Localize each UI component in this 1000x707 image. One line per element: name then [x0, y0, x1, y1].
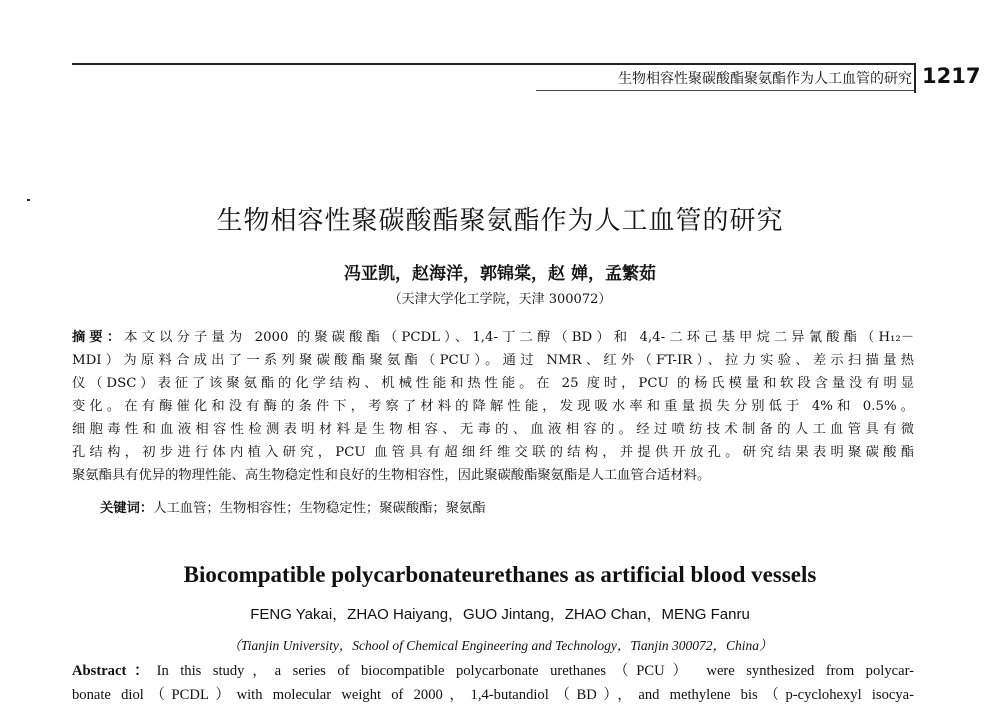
- chinese-abstract-line: 细胞毒性和血液相容性检测表明材料是生物相容、无毒的、血液相容的。经过喷纺技术制备的人工血管具有微: [72, 422, 914, 437]
- english-title: Biocompatible polycarbonateurethanes as artificial blood vessels: [183, 562, 817, 587]
- english-abstract-line: bonate diol（PCDL）with molecular weight of 2000，1,4-butandiol（BD），and methylene bis（p-cyclohexyl isocya-: [72, 687, 914, 703]
- chinese-keywords-label: 关键词：: [100, 501, 154, 516]
- chinese-abstract: [72, 326, 914, 487]
- english-abstract-line: Abstract：In this study，a series of biocompatible polycarbonate urethanes（PCU） were synthesized from polycar-: [72, 663, 915, 679]
- chinese-keywords: [100, 499, 486, 519]
- chinese-affiliation: （天津大学化工学院，天津 300072）: [388, 292, 612, 307]
- chinese-abstract-line: MDI）为原料合成出了一系列聚碳酸酯聚氨酯（PCU）。通过 NMR、红外（FT-IR）、拉力实验、差示扫描量热: [72, 353, 914, 368]
- chinese-abstract-line: 聚氨酯具有优异的物理性能、高生物稳定性和良好的生物相容性，因此聚碳酸酯聚氨酯是人工血管合适材料。: [72, 468, 711, 483]
- english-affiliation: （Tianjin University，School of Chemical Engineering and Technology，Tianjin 300072，China）: [227, 638, 773, 653]
- chinese-abstract-line: 摘要：本文以分子量为 2000 的聚碳酸酯（PCDL）、1,4-丁二醇（BD）和 4,4-二环己基甲烷二异氰酸酯（H₁₂－: [72, 330, 914, 345]
- chinese-abstract-label: 摘要：: [72, 330, 125, 345]
- chinese-abstract-line: 仪（DSC）表征了该聚氨酯的化学结构、机械性能和热性能。在 25 度时，PCU 的杨氏模量和软段含量没有明显: [72, 376, 914, 391]
- page-number: 1217: [922, 64, 981, 88]
- header-divider: [914, 63, 916, 93]
- scan-speck: [27, 199, 30, 201]
- chinese-authors: 冯亚凯，赵海洋，郭锦棠，赵 婵，孟繁茹: [344, 264, 656, 284]
- english-abstract: [72, 659, 914, 707]
- chinese-abstract-line: 变化。在有酶催化和没有酶的条件下，考察了材料的降解性能，发现吸水率和重量损失分别低于 4%和 0.5%。: [72, 399, 914, 414]
- chinese-abstract-line: 孔结构，初步进行体内植入研究，PCU 血管具有超细纤维交联的结构，并提供开放孔。研究结果表明聚碳酸酯: [72, 445, 914, 460]
- header-rule: [72, 63, 914, 65]
- running-title: 生物相容性聚碳酸酯聚氨酯作为人工血管的研究: [618, 71, 912, 87]
- header-underline: [536, 90, 914, 91]
- english-authors: FENG Yakai，ZHAO Haiyang，GUO Jintang，ZHAO Chan，MENG Fanru: [250, 606, 750, 623]
- chinese-title: 生物相容性聚碳酸酯聚氨酯作为人工血管的研究: [216, 206, 784, 236]
- chinese-keywords-text: 人工血管；生物相容性；生物稳定性；聚碳酸酯；聚氨酯: [153, 501, 486, 516]
- english-abstract-label: Abstract：: [72, 663, 157, 679]
